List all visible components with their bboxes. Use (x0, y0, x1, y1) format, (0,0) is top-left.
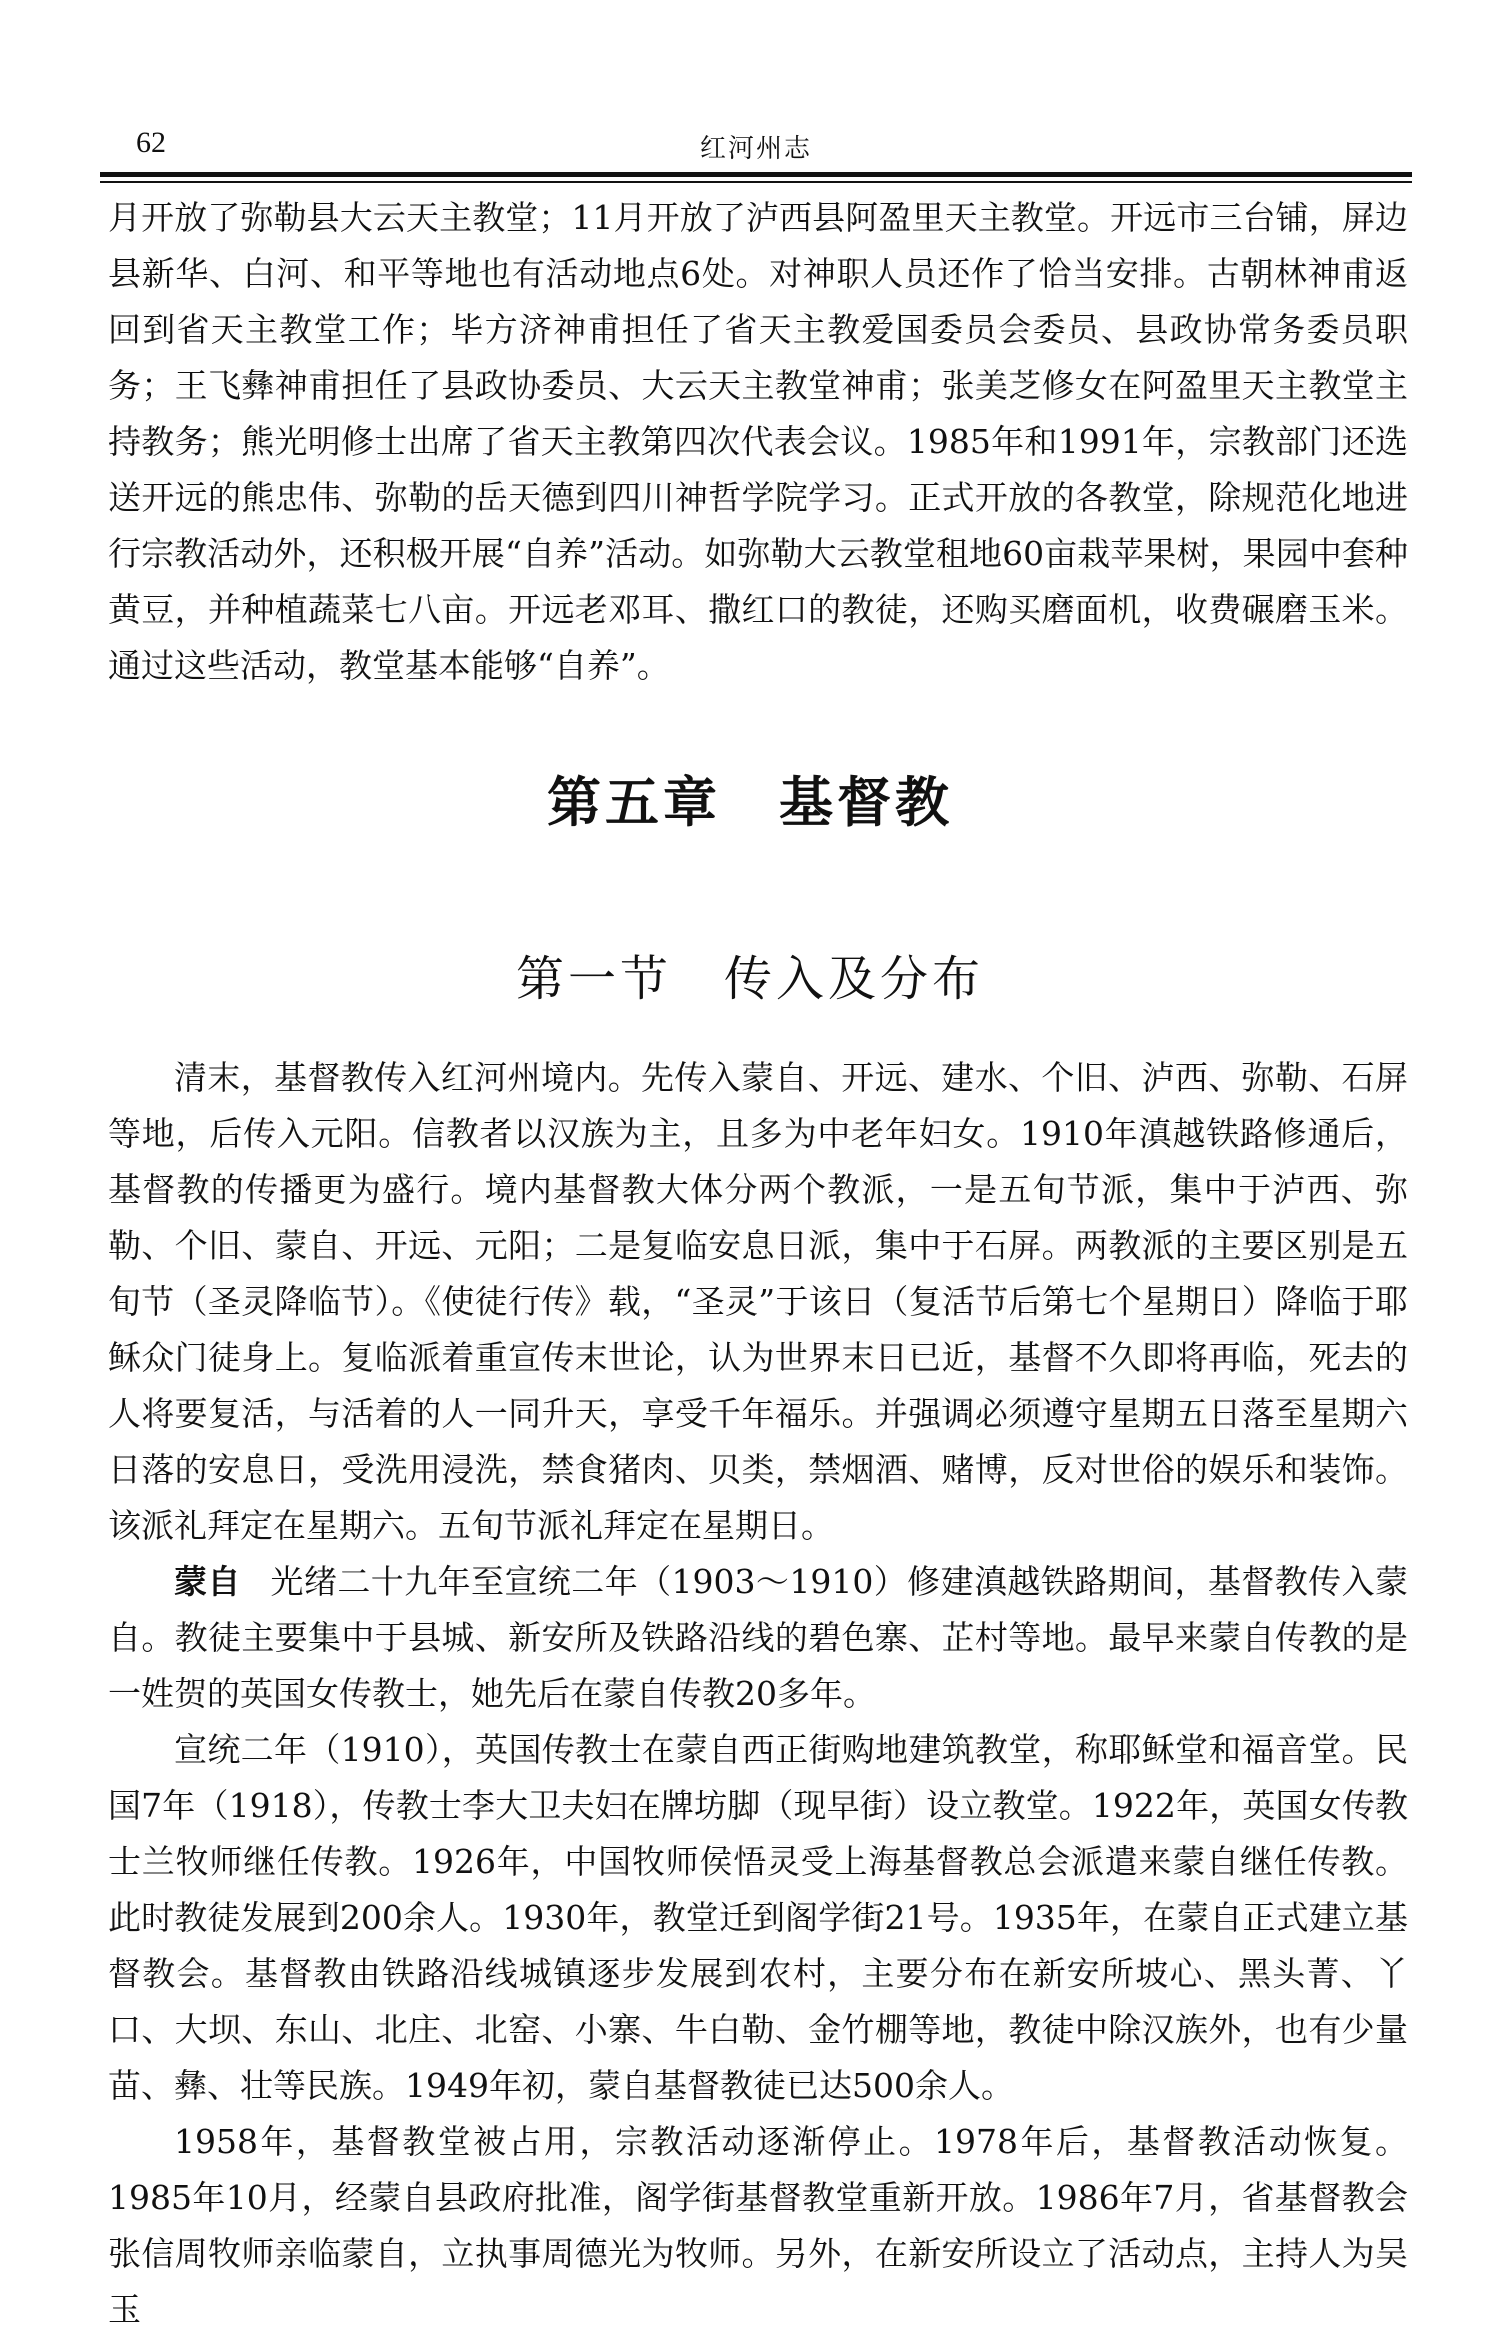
paragraph-4-text: 1958年，基督教堂被占用，宗教活动逐渐停止。1978年后，基督教活动恢复。1985年10月，经蒙自县政府批准，阁学街基督教堂重新开放。1986年7月，省基督教会张信周牧师亲临蒙自，立执事周德光为牧师。另外，在新安所设立了活动点，主持人为吴玉 (108, 2122, 1408, 2329)
intro-paragraph: 月开放了弥勒县大云天主教堂；11月开放了泸西县阿盈里天主教堂。开远市三台铺，屏边县新华、白河、和平等地也有活动地点6处。对神职人员还作了恰当安排。古朝林神甫返回到省天主教堂工作；毕方济神甫担任了省天主教爱国委员会委员、县政协常务委员职务；王飞彝神甫担任了县政协委员、大云天主教堂神甫；张美芝修女在阿盈里天主教堂主持教务；熊光明修士出席了省天主教第四次代表会议。1985年和1991年，宗教部门还选送开远的熊忠伟、弥勒的岳天德到四川神哲学院学习。正式开放的各教堂，除规范化地进行宗教活动外，还积极开展“自养”活动。如弥勒大云教堂租地60亩栽苹果树，果园中套种黄豆，并种植蔬菜七八亩。开远老邓耳、撒红口的教徒，还购买磨面机，收费碾磨玉米。通过这些活动，教堂基本能够“自养”。 (108, 198, 1408, 685)
body-text (108, 1050, 1408, 2338)
paragraph-4 (108, 2114, 1408, 2338)
paragraph-2 (108, 1554, 1408, 1722)
paragraph-2-text: 光绪二十九年至宣统二年（1903～1910）修建滇越铁路期间，基督教传入蒙自。教徒主要集中于县城、新安所及铁路沿线的碧色寨、芷村等地。最早来蒙自传教的是一姓贺的英国女传教士，她先后在蒙自传教20多年。 (108, 1562, 1409, 1713)
paragraph-3-text: 宣统二年（1910），英国传教士在蒙自西正街购地建筑教堂，称耶稣堂和福音堂。民国7年（1918），传教士李大卫夫妇在牌坊脚（现早街）设立教堂。1922年，英国女传教士兰牧师继任传教。1926年，中国牧师侯悟灵受上海基督教总会派遣来蒙自继任传教。此时教徒发展到200余人。1930年，教堂迁到阁学街21号。1935年，在蒙自正式建立基督教会。基督教由铁路沿线城镇逐步发展到农村，主要分布在新安所坡心、黑头菁、丫口、大坝、东山、北庄、北窑、小寨、牛白勒、金竹棚等地，教徒中除汉族外，也有少量苗、彝、壮等民族。1949年初，蒙自基督教徒已达500余人。 (108, 1730, 1408, 2105)
paragraph-2-lead: 蒙自 (174, 1562, 241, 1601)
section-title: 第一节 传入及分布 (515, 951, 984, 1007)
page-header (100, 118, 1412, 168)
paragraph-1 (108, 1050, 1408, 1554)
page-number: 62 (136, 126, 166, 159)
header-rule-thick (100, 172, 1412, 177)
paragraph-3 (108, 1722, 1408, 2114)
intro-text (108, 190, 1408, 694)
header-rule-thin (100, 181, 1412, 183)
running-title: 红河州志 (699, 134, 812, 164)
chapter-title: 第五章 基督教 (547, 771, 953, 834)
paragraph-1-text: 清末，基督教传入红河州境内。先传入蒙自、开远、建水、个旧、泸西、弥勒、石屏等地，后传入元阳。信教者以汉族为主，且多为中老年妇女。1910年滇越铁路修通后，基督教的传播更为盛行。境内基督教大体分两个教派，一是五旬节派，集中于泸西、弥勒、个旧、蒙自、开远、元阳；二是复临安息日派，集中于石屏。两教派的主要区别是五旬节（圣灵降临节）。《使徒行传》载，“圣灵”于该日（复活节后第七个星期日）降临于耶稣众门徒身上。复临派着重宣传末世论，认为世界末日已近，基督不久即将再临，死去的人将要复活，与活着的人一同升天，享受千年福乐。并强调必须遵守星期五日落至星期六日落的安息日，受洗用浸洗，禁食猪肉、贝类，禁烟酒、赌博，反对世俗的娱乐和装饰。该派礼拜定在星期六。五旬节派礼拜定在星期日。 (108, 1058, 1408, 1545)
